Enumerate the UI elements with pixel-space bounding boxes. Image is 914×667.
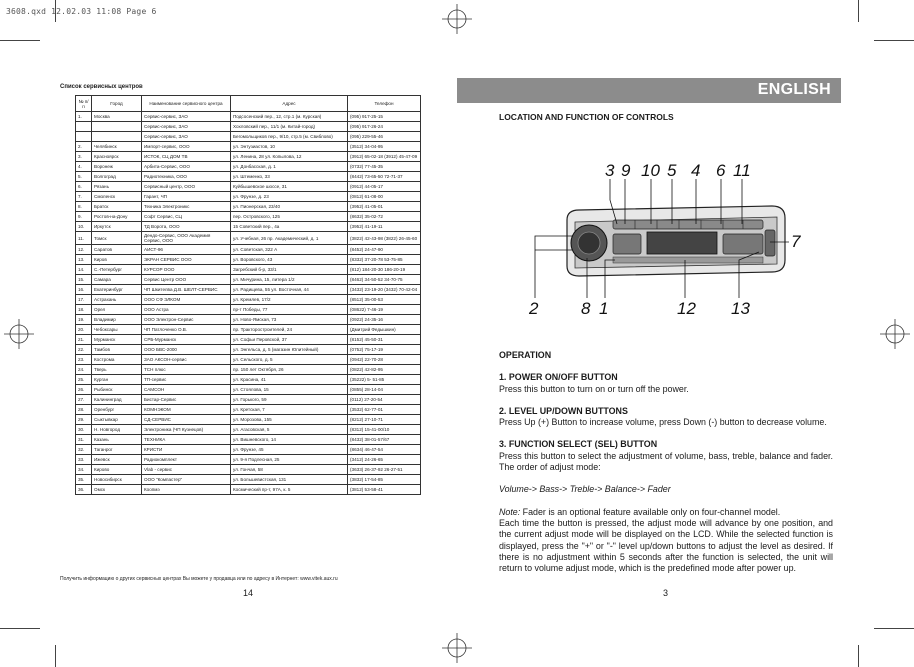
table-row [76,315,421,325]
callout-13: 13 [731,299,750,318]
row-city [92,132,142,142]
row-number: 10. [76,222,92,232]
row-address: пр. 150 лет Октября, 26 [231,365,348,375]
level-button-title: 2. LEVEL UP/DOWN BUTTONS [499,405,628,416]
row-number: 28. [76,405,92,415]
row-number: 20. [76,325,92,335]
row-address: ул. Ленина, 28 ул. Копылова, 12 [231,152,348,162]
registration-mark-left [4,319,34,349]
col-phone-header: Телефон [348,96,421,112]
table-row [76,122,421,132]
row-center-name: Сервисный центр, ООО [142,182,231,192]
row-center-name: ООО БВС-2000 [142,345,231,355]
fader-note [499,507,833,518]
row-city: Сыктывкар [92,415,142,425]
language-label: ENGLISH [757,81,831,98]
crop-mark-top-left [55,0,56,22]
row-city: Курган [92,375,142,385]
callout-4: 4 [691,161,701,180]
row-city: Кирово [92,465,142,475]
row-phone: (3532) 62-77-01 [348,405,421,415]
row-center-name: ТСН плюс [142,365,231,375]
row-city: Ижевск [92,455,142,465]
row-number: 31. [76,435,92,445]
table-row [76,265,421,275]
level-button-text: Press Up (+) Button to increase volume, press Down (-) button to decrease volume. [499,417,827,428]
table-row [76,305,421,315]
table-row [76,375,421,385]
crop-mark-top-left-h [0,40,40,41]
table-row [76,325,421,335]
row-address: ул. Донбасская, д. 1 [231,162,348,172]
row-phone: (8632) 35-02-72 [348,212,421,222]
row-city: Чебоксары [92,325,142,335]
row-number: 18. [76,305,92,315]
row-city: Мурманск [92,335,142,345]
row-address: ул. 9-я Подлесная, 25 [231,455,348,465]
row-city: Рязань [92,182,142,192]
table-row [76,455,421,465]
power-button-title: 1. POWER ON/OFF BUTTON [499,372,618,383]
row-phone: (Дмитрий Федышкин) [348,325,421,335]
row-city: Владимир [92,315,142,325]
row-number: 11. [76,232,92,245]
row-center-name: САМСОН [142,385,231,395]
power-button-text: Press this button to turn on or turn off the power. [499,383,689,394]
row-center-name: ТП-сервис [142,375,231,385]
row-center-name: Радиотехника, ООО [142,172,231,182]
row-number: 4. [76,162,92,172]
row-address: Подсосенский пер., 12, стр.1 (м. Курская) [231,112,348,122]
row-phone: (8312) 15-41-00/10 [348,425,421,435]
row-city: Тамбов [92,345,142,355]
row-center-name: Софт Сервис, СЦ [142,212,231,222]
table-row [76,182,421,192]
row-address: ул. Фрунзе, 45 [231,445,348,455]
row-number: 5. [76,172,92,182]
row-phone: (8152) 45-50-31 [348,335,421,345]
table-row [76,152,421,162]
row-address: пер. Островского, 125 [231,212,348,222]
row-center-name: Сервис-сервис, ЗАО [142,132,231,142]
row-city: Казань [92,435,142,445]
row-address: ул. Ново-Ямская, 73 [231,315,348,325]
callout-11: 11 [733,161,751,180]
row-center-name: Сервис-сервис, ЗАО [142,122,231,132]
row-number: 14. [76,265,92,275]
table-row [76,255,421,265]
row-number: 13. [76,255,92,265]
row-city: Смоленск [92,192,142,202]
row-number: 25. [76,375,92,385]
row-phone: (08622) 7-46-19 [348,305,421,315]
table-row [76,425,421,435]
row-number: 7. [76,192,92,202]
service-centers-rows [76,112,421,495]
table-row [76,245,421,255]
row-phone: (095) 229-55-46 [348,132,421,142]
row-phone: (095) 917-25-15 [348,112,421,122]
row-address: ул. Энгельса, д. 5 (магазин Юпитейный) [231,345,348,355]
table-row [76,405,421,415]
row-address: Куйбышевское шоссе, 31 [231,182,348,192]
callout-10: 10 [641,161,660,180]
col-number-header: № п/п [76,96,92,112]
row-phone: (095) 917-26-24 [348,122,421,132]
row-city: Екатеринбург [92,285,142,295]
registration-mark-bottom [442,633,472,663]
row-phone: (3952) 41-05-01 [348,202,421,212]
row-city: Таганрог [92,445,142,455]
row-phone: (8332) 37-20-78 53-75-85 [348,255,421,265]
row-city: Киров [92,255,142,265]
row-address: ул. Стоялова, 15 [231,385,348,395]
row-number: 23. [76,355,92,365]
row-city: Тверь [92,365,142,375]
row-address: ул. Морозова, 155 [231,415,348,425]
crop-mark-bottom-right-h [874,628,914,629]
row-address: Бегомольщиков пер., 9/10, стр.5 (м. Свиблово) [231,132,348,142]
row-number: 33. [76,455,92,465]
row-phone: (8462) 34-50-52 34-70-75 [348,275,421,285]
row-center-name: ЧП Шкителва Д.В. ШЕЛТ-СЕРВИС [142,285,231,295]
row-number [76,132,92,142]
service-centers-title: Список сервисных центров [60,84,143,90]
row-center-name: Электроника (ЧП Кузнецов) [142,425,231,435]
location-section-title: LOCATION AND FUNCTION OF CONTROLS [499,112,674,122]
row-city: С.-Петербург [92,265,142,275]
row-city: Кострома [92,355,142,365]
row-center-name: КРИСТИ [142,445,231,455]
row-phone: (8432) 38-01-57/67 [348,435,421,445]
row-number: 19. [76,315,92,325]
row-phone: (0922) 24-35-16 [348,315,421,325]
row-address: ул. Советская, 322 А [231,245,348,255]
row-number: 17. [76,295,92,305]
row-center-name: ИСТОК, СЦ ДОМ ТВ [142,152,231,162]
note-label: Note: [499,506,521,517]
row-address: ул. Мичурина, 15, литера 1/2 [231,275,348,285]
crop-mark-bottom-left-h [0,628,40,629]
right-page-number: 3 [663,588,669,598]
col-center-header: Наименование сервисного центра [142,96,231,112]
row-address: ул. Большевистская, 131 [231,475,348,485]
row-number: 30. [76,425,92,435]
table-row [76,335,421,345]
row-phone: (812) 184-20-30 186-20-19 [348,265,421,275]
crop-mark-bottom-right [858,645,859,667]
callout-5: 5 [667,161,677,180]
row-phone: (0942) 22-70-28 [348,355,421,365]
row-number: 22. [76,345,92,355]
row-phone: (3432) 23-19-20 (3432) 70-42-04 [348,285,421,295]
table-row [76,112,421,122]
row-address: ул. Красина, 41 [231,375,348,385]
row-city: Новосибирск [92,475,142,485]
row-city: Челябинск [92,142,142,152]
table-row [76,212,421,222]
row-number: 3. [76,152,92,162]
row-address: ул. Софьи Перовской, 37 [231,335,348,345]
row-address: Загребский б-р, 33/1 [231,265,348,275]
row-address: ул. Агасовская, 5 [231,425,348,435]
row-address: ул. Фрунзе, д. 23 [231,192,348,202]
callout-8: 8 [581,299,591,318]
row-address: ул. Штеменко, 33 [231,172,348,182]
row-center-name: Коопмэ [142,485,231,495]
row-phone: (0112) 27-20-54 [348,395,421,405]
row-city: Ростов-на-Дону [92,212,142,222]
row-phone: (3512) 34-04-95 [348,142,421,152]
row-center-name: АИСТ-96 [142,245,231,255]
row-city: Москва [92,112,142,122]
row-phone: (8452) 24-47-90 [348,245,421,255]
row-address: ул. Пионерская, 23/40 [231,202,348,212]
callout-3: 3 [605,161,615,180]
row-city: Астрахань [92,295,142,305]
table-row [76,275,421,285]
table-row [76,295,421,305]
row-number: 36. [76,485,92,495]
table-row [76,365,421,375]
col-address-header: Адрес [231,96,348,112]
table-row [76,435,421,445]
table-row [76,345,421,355]
callout-9: 9 [621,161,631,180]
table-row [76,475,421,485]
row-center-name: Дендо-Сервис, ООО Академия Сервис, ООО [142,232,231,245]
row-center-name: КОМНЭКОМ [142,405,231,415]
row-city: Красноярск [92,152,142,162]
row-phone: (0732) 77-45-35 [348,162,421,172]
row-address: ул. Воровского, 43 [231,255,348,265]
row-phone: (0752) 75-17-19 [348,345,421,355]
table-row [76,385,421,395]
row-number: 21. [76,335,92,345]
row-phone: (3822) 42-43-98 (3822) 26-45-60 [348,232,421,245]
row-center-name: СД-СЕРВИС [142,415,231,425]
crop-mark-top-right [858,0,859,22]
row-center-name: ЗАО АКСОН-сервис [142,355,231,365]
row-city: Рыбинск [92,385,142,395]
row-phone: (3812) 53-58-41 [348,485,421,495]
row-phone: (8634) 46-47-54 [348,445,421,455]
row-phone: (8512) 35-00-53 [348,295,421,305]
row-center-name: Бистар-Сервис [142,395,231,405]
row-address: ул. Горького, 59 [231,395,348,405]
table-row [76,355,421,365]
row-address: Хохловский пер., 11/1 (м. Китай-город) [231,122,348,132]
service-centers-table [75,95,421,495]
registration-mark-top [442,4,472,34]
col-city-header: Город [92,96,142,112]
row-number: 27. [76,395,92,405]
table-row [76,285,421,295]
table-row [76,232,421,245]
row-city: Иркутск [92,222,142,232]
service-footnote: Получить информацию о других сервисных центрах Вы можете у продавца или по адресу в Интернет: www.vitek.aux.ru [60,576,338,582]
table-row [76,132,421,142]
row-address: ул. Сельского, д. 5 [231,355,348,365]
callout-12: 12 [677,299,696,318]
row-address: Космический пр-т, 97А, к. 5 [231,485,348,495]
row-address: пр. Тракторостроителей, 24 [231,325,348,335]
row-number: 29. [76,415,92,425]
sel-button-title: 3. FUNCTION SELECT (SEL) BUTTON [499,439,658,450]
table-row [76,445,421,455]
row-center-name: Сервис Центр ООО [142,275,231,285]
registration-mark-right [880,319,910,349]
row-center-name: Импорт-сервис, ООО [142,142,231,152]
print-slug: 3608.qxd 12.02.03 11:08 Page 6 [6,7,157,16]
callout-2: 2 [529,299,539,318]
table-row [76,172,421,182]
callout-6: 6 [716,161,726,180]
row-address: ул. Кретская, 7 [231,405,348,415]
row-number: 12. [76,245,92,255]
row-number: 6. [76,182,92,192]
callout-1: 1 [599,299,609,318]
row-phone: (3832) 17-54-85 [348,475,421,485]
crop-mark-top-right-h [874,40,914,41]
row-center-name: ООО Астра [142,305,231,315]
row-center-name: ООО Электрон-Сервис [142,315,231,325]
adjust-mode-order: Volume-> Bass-> Treble-> Balance-> Fader [499,484,671,495]
crop-mark-bottom-left [55,645,56,667]
row-number: 1. [76,112,92,122]
row-city: Саратов [92,245,142,255]
table-header-row [76,96,421,112]
row-phone: (3912) 65-02-18 (3912) 45-47-09 [348,152,421,162]
row-number: 9. [76,212,92,222]
row-center-name: Радиокомплект [142,455,231,465]
row-phone: (0855) 28-14-04 [348,385,421,395]
table-row [76,395,421,405]
row-center-name: СРБ-Мурманск [142,335,231,345]
row-phone: (0812) 61-08-00 [348,192,421,202]
row-number [76,122,92,132]
table-row [76,465,421,475]
row-number: 26. [76,385,92,395]
car-stereo-diagram [527,160,807,320]
row-address: ул. Кремлев, 17/2 [231,295,348,305]
row-center-name: Гарант, ЧП [142,192,231,202]
table-row [76,192,421,202]
row-number: 35. [76,475,92,485]
table-row [76,162,421,172]
row-address: 15 Советский пер., 4а [231,222,348,232]
row-center-name: Vlab - сервис [142,465,231,475]
row-center-name: Арбита-Сервис, ООО [142,162,231,172]
row-city: Самара [92,275,142,285]
row-city: Н. Новгород [92,425,142,435]
table-row [76,222,421,232]
row-center-name: ЧП Патлоченко О.В. [142,325,231,335]
row-center-name: ТД Ворота, ООО [142,222,231,232]
row-city: Томск [92,232,142,245]
row-number: 24. [76,365,92,375]
row-address: ул. Гончая, 58 [231,465,348,475]
row-number: 32. [76,445,92,455]
row-address: ул. Энтузиастов, 10 [231,142,348,152]
row-city [92,122,142,132]
row-city: Волгоград [92,172,142,182]
row-center-name: ООО СФ ЭЛКОМ [142,295,231,305]
table-row [76,415,421,425]
row-center-name: ЭКРАН СЕРВИС ООО [142,255,231,265]
row-city: Калининград [92,395,142,405]
row-center-name: ООО "Компастер" [142,475,231,485]
lcd-display [647,232,717,254]
row-number: 16. [76,285,92,295]
row-number: 15. [76,275,92,285]
operation-section [499,350,833,574]
row-address: ул. Учебная, 26 пр. Академический, д. 1 [231,232,348,245]
row-address: ул. Радищева, 55 ул. Восточная, 44 [231,285,348,295]
row-phone: (3412) 24-26-65 [348,455,421,465]
language-banner [457,78,841,103]
sel-button-text: Press this button to select the adjustment of volume, bass, treble, balance and fader. The order of adjust mode: [499,450,833,473]
table-row [76,202,421,212]
row-phone: (3633) 26-37-92 26-27-51 [348,465,421,475]
operation-title: OPERATION [499,350,552,360]
row-number: 34. [76,465,92,475]
row-center-name: КУРСОР ООО [142,265,231,275]
row-center-name: Техника Электроникс [142,202,231,212]
row-center-name: Сервис-сервис, ЗАО [142,112,231,122]
table-row [76,142,421,152]
row-city: Орел [92,305,142,315]
adjust-mode-description: Each time the button is pressed, the adjust mode will advance by one position, and the current adjust mode will be displayed on the LCD. While the selected function is displayed, press the "+" or "-" level up/down buttons to adjust the level as desired. If there is no adjustment within 5 seconds after the function is selected, the unit will return to volume adjust mode, which is the predefined mode after power up. [499,517,833,574]
table-row [76,485,421,495]
row-number: 8. [76,202,92,212]
row-phone: (8442) 73-65-50 72-71-37 [348,172,421,182]
row-city: Братск [92,202,142,212]
row-phone: (35222) 5- 51-85 [348,375,421,385]
row-address: ул. Вишневского, 14 [231,435,348,445]
row-phone: (3952) 41-19-11 [348,222,421,232]
callout-7: 7 [791,232,801,251]
row-center-name: ТЕХНИКА [142,435,231,445]
row-city: Оренбург [92,405,142,415]
row-city: Омск [92,485,142,495]
row-address: пр-т Победы, 77 [231,305,348,315]
row-phone: (8212) 27-10-71 [348,415,421,425]
note-text: Fader is an optional feature available only on four-channel model. [520,506,781,517]
row-number: 2. [76,142,92,152]
row-phone: (0822) 42-82-95 [348,365,421,375]
left-page-number: 14 [243,588,254,598]
top-button-row [613,220,763,229]
row-phone: (0912) 44-05-17 [348,182,421,192]
row-city: Воронеж [92,162,142,172]
